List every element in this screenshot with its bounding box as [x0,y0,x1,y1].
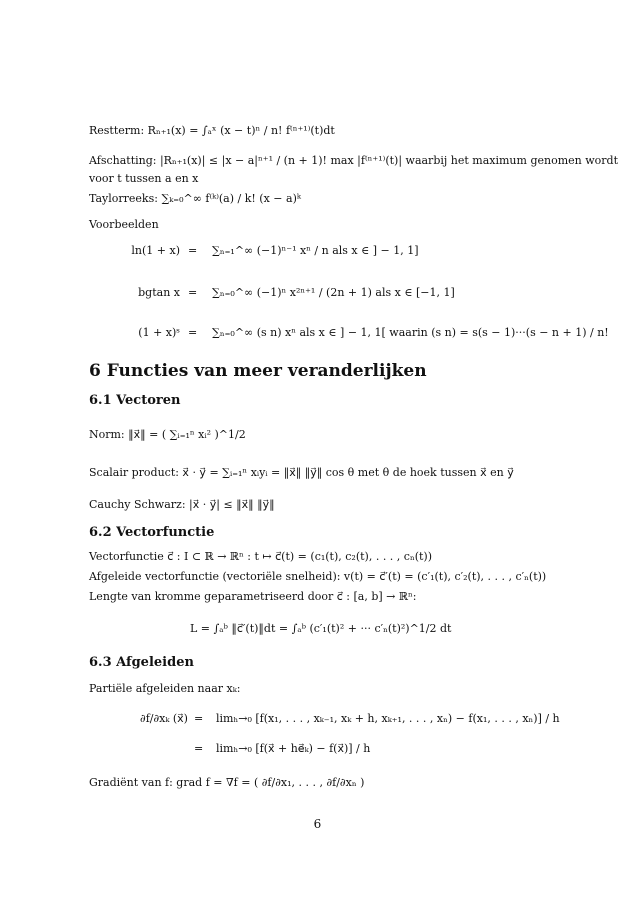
document-page: Restterm: Rₙ₊₁(x) = ∫ₐˣ (x − t)ⁿ / n! f⁽ⁿ⁺¹⁾(t)dt Afschatting: |Rₙ₊₁(x)| ≤ |x − a|ⁿ⁺¹ / (n + 1)! max |f⁽ⁿ⁺¹⁾(t)| waarbij het maximum genomen wordt voor t tussen a en x Taylorreeks: ∑ₖ₌₀^∞ f⁽ᵏ⁾(a) / k! (x − a)ᵏ Voorbeelden ln(1 + x) = ∑ₙ₌₁^∞ (−1)ⁿ⁻¹ xⁿ / n als x ∈ ] − 1, 1] bgtan x = ∑ₙ₌₀^∞ (−1)ⁿ x²ⁿ⁺¹ / (2n + 1) als x ∈ [−1, 1] (1 + x)ˢ = ∑ₙ₌₀^∞ (s n) xⁿ als x ∈ ] − 1, 1[ waarin (s n) = s(s − 1)···(s − n + 1) / n! 6 Functies van meer veranderlijken 6.1 Vectoren Norm: ‖x⃗‖ = ( ∑ᵢ₌₁ⁿ xᵢ² )^1/2 Scalair product: x⃗ · y⃗ = ∑ᵢ₌₁ⁿ xᵢyᵢ = ‖x⃗‖ ‖y⃗‖ cos θ met θ de hoek tussen x⃗ en y⃗ Cauchy Schwarz: |x⃗ · y⃗| ≤ ‖x⃗‖ ‖y⃗‖ 6.2 Vectorfunctie Vectorfunctie c⃗ : I ⊂ ℝ → ℝⁿ : t ↦ c⃗(t) = (c₁(t), c₂(t), . . . , cₙ(t)) Afgeleide vectorfunctie (vectoriële snelheid): v(t) = c⃗′(t) = (c′₁(t), c′₂(t), . . . , c′ₙ(t)) Lengte van kromme geparametriseerd door c⃗ : [a, b] → ℝⁿ: L = ∫ₐᵇ ‖c⃗′(t)‖dt = ∫ₐᵇ (c′₁(t)² + ··· c′ₙ(t)²)^1/2 dt 6.3 Afgeleiden Partiële afgeleiden naar xₖ: ∂f/∂xₖ (x⃗) = limₕ→₀ [f(x₁, . . . , xₖ₋₁, xₖ + h, xₖ₊₁, . . . , xₙ) − f(x₁, . . . , xₙ)] / h = limₕ→₀ [f(x⃗ + he⃗ₖ) − f(x⃗)] / h Gradiënt van f: grad f = ∇f = ( ∂f/∂x₁, . . . , ∂f/∂xₙ ) 6 [0,0,635,898]
partial-derivative-lhs: ∂f/∂xₖ (x⃗) [140,712,188,725]
partial-derivative-rhs-1: limₕ→₀ [f(x₁, . . . , xₖ₋₁, xₖ + h, xₖ₊₁, . . . , xₙ) − f(x₁, . . . , xₙ)] / h [216,712,560,725]
voor-t-line: voor t tussen a en x [89,172,199,185]
lengte-equation: L = ∫ₐᵇ ‖c⃗′(t)‖dt = ∫ₐᵇ (c′₁(t)² + ··· c′ₙ(t)²)^1/2 dt [190,622,452,635]
example-ln-rhs: ∑ₙ₌₁^∞ (−1)ⁿ⁻¹ xⁿ / n als x ∈ ] − 1, 1] [212,244,419,257]
partiele-line: Partiële afgeleiden naar xₖ: [89,682,241,695]
section-6-heading: 6 Functies van meer veranderlijken [89,361,427,381]
cauchy-line: Cauchy Schwarz: |x⃗ · y⃗| ≤ ‖x⃗‖ ‖y⃗‖ [89,498,275,511]
scalair-line: Scalair product: x⃗ · y⃗ = ∑ᵢ₌₁ⁿ xᵢyᵢ = ‖x⃗‖ ‖y⃗‖ cos θ met θ de hoek tussen x⃗ en y⃗ [89,466,514,479]
voorbeelden-line: Voorbeelden [89,218,159,231]
example-bgtan-rhs: ∑ₙ₌₀^∞ (−1)ⁿ x²ⁿ⁺¹ / (2n + 1) als x ∈ [−1, 1] [212,286,455,299]
section-6-2-heading: 6.2 Vectorfunctie [89,525,215,540]
section-6-1-heading: 6.1 Vectoren [89,393,181,408]
gradient-line: Gradiënt van f: grad f = ∇f = ( ∂f/∂x₁, . . . , ∂f/∂xₙ ) [89,776,365,789]
example-binomial-lhs: (1 + x)ˢ [138,326,180,339]
example-bgtan-lhs: bgtan x [138,286,180,299]
norm-line: Norm: ‖x⃗‖ = ( ∑ᵢ₌₁ⁿ xᵢ² )^1/2 [89,428,246,441]
partial-derivative-rhs-2: limₕ→₀ [f(x⃗ + he⃗ₖ) − f(x⃗)] / h [216,742,371,755]
section-6-3-heading: 6.3 Afgeleiden [89,655,194,670]
example-binomial-rhs: ∑ₙ₌₀^∞ (s n) xⁿ als x ∈ ] − 1, 1[ waarin (s n) = s(s − 1)···(s − n + 1) / n! [212,326,609,339]
afgeleide-line: Afgeleide vectorfunctie (vectoriële snelheid): v(t) = c⃗′(t) = (c′₁(t), c′₂(t), . . . , c′ₙ(t)) [89,570,547,583]
vectorfunctie-line: Vectorfunctie c⃗ : I ⊂ ℝ → ℝⁿ : t ↦ c⃗(t) = (c₁(t), c₂(t), . . . , cₙ(t)) [89,550,433,563]
page-number: 6 [313,817,322,831]
afschatting-line: Afschatting: |Rₙ₊₁(x)| ≤ |x − a|ⁿ⁺¹ / (n + 1)! max |f⁽ⁿ⁺¹⁾(t)| waarbij het maximum genomen wordt [89,154,618,167]
taylorreeks-line: Taylorreeks: ∑ₖ₌₀^∞ f⁽ᵏ⁾(a) / k! (x − a)ᵏ [89,192,301,205]
example-ln-lhs: ln(1 + x) [131,244,180,257]
lengte-line: Lengte van kromme geparametriseerd door c⃗ : [a, b] → ℝⁿ: [89,590,417,603]
restterm-line: Restterm: Rₙ₊₁(x) = ∫ₐˣ (x − t)ⁿ / n! f⁽ⁿ⁺¹⁾(t)dt [89,124,335,137]
